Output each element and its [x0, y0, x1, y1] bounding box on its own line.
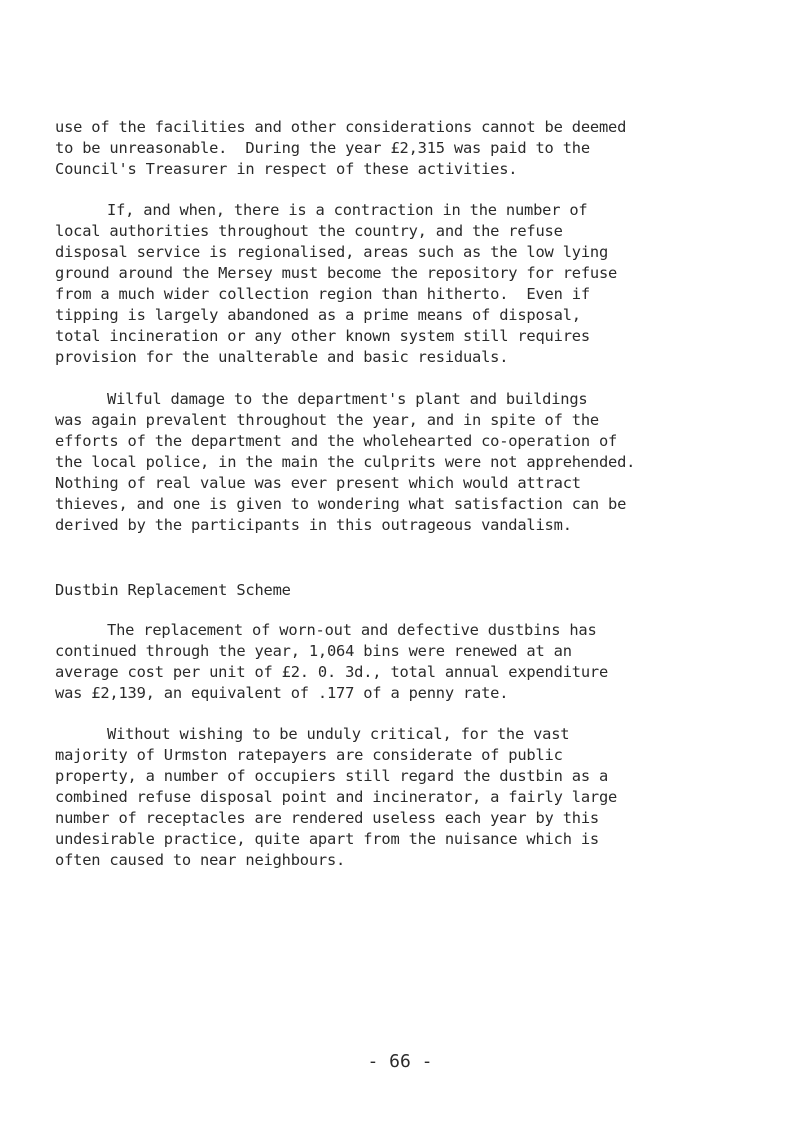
text-line: often caused to near neighbours. — [55, 851, 346, 869]
text-line: majority of Urmston ratepayers are considerate of public — [55, 746, 563, 764]
text-line: The replacement of worn-out and defective dustbins has — [107, 621, 597, 639]
text-line: thieves, and one is given to wondering what satisfaction can be — [55, 495, 627, 513]
section-heading: Dustbin Replacement Scheme — [55, 581, 291, 599]
text-line: disposal service is regionalised, areas such as the low lying — [55, 243, 609, 261]
text-line: ground around the Mersey must become the repository for refuse — [55, 264, 618, 282]
text-line: continued through the year, 1,064 bins were renewed at an — [55, 642, 572, 660]
text-line: property, a number of occupiers still regard the dustbin as a — [55, 767, 609, 785]
page-number: - 66 - — [367, 1051, 433, 1072]
text-line: total incineration or any other known system still requires — [55, 327, 590, 345]
text-line: provision for the unalterable and basic residuals. — [55, 348, 509, 366]
text-line: If, and when, there is a contraction in the number of — [107, 201, 588, 219]
text-line: Council's Treasurer in respect of these activities. — [55, 160, 518, 178]
text-line: use of the facilities and other considerations cannot be deemed — [55, 118, 627, 136]
text-line: number of receptacles are rendered useless each year by this — [55, 809, 599, 827]
text-line: tipping is largely abandoned as a prime means of disposal, — [55, 306, 581, 324]
text-line: Without wishing to be unduly critical, for the vast — [107, 725, 570, 743]
text-line: Wilful damage to the department's plant and buildings — [107, 390, 588, 408]
text-line: was again prevalent throughout the year, and in spite of the — [55, 411, 599, 429]
text-line: efforts of the department and the wholehearted co-operation of — [55, 432, 618, 450]
text-line: average cost per unit of £2. 0. 3d., total annual expenditure — [55, 663, 609, 681]
text-line: to be unreasonable. During the year £2,315 was paid to the — [55, 139, 590, 157]
text-line: was £2,139, an equivalent of .177 of a penny rate. — [55, 684, 509, 702]
text-line: Nothing of real value was ever present which would attract — [55, 474, 581, 492]
text-line: local authorities throughout the country, and the refuse — [55, 222, 563, 240]
text-line: undesirable practice, quite apart from the nuisance which is — [55, 830, 599, 848]
text-line: from a much wider collection region than hitherto. Even if — [55, 285, 590, 303]
text-line: derived by the participants in this outrageous vandalism. — [55, 516, 572, 534]
text-line: combined refuse disposal point and incinerator, a fairly large — [55, 788, 618, 806]
text-line: the local police, in the main the culprits were not apprehended. — [55, 453, 636, 471]
